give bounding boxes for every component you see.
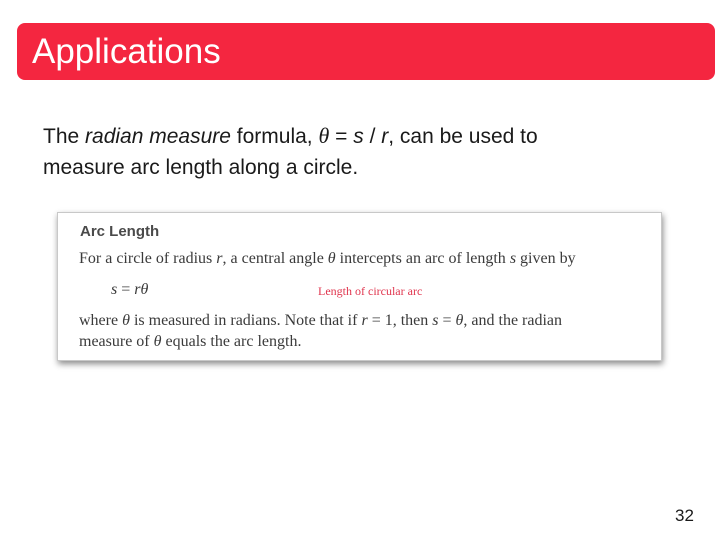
var-s: s	[509, 250, 517, 267]
title-bar	[17, 23, 715, 80]
definition-line-1	[79, 249, 576, 269]
intro-text: , can be used to	[388, 125, 538, 148]
text: given by	[516, 250, 576, 267]
text: = 1, then	[367, 312, 433, 329]
arc-length-formula	[111, 280, 148, 300]
slide-title: Applications	[32, 32, 221, 71]
text: equals the arc length.	[161, 333, 302, 350]
formula-annotation: Length of circular arc	[318, 284, 423, 298]
intro-text: The	[43, 125, 86, 148]
var-theta: θ	[153, 333, 162, 350]
formula-rhs: rθ	[134, 281, 149, 298]
formula-lhs: s	[111, 281, 118, 298]
text: =	[438, 312, 456, 329]
intro-equals: =	[329, 125, 354, 148]
intro-slash: /	[363, 125, 382, 148]
text: , a central angle	[222, 250, 328, 267]
intro-radian-measure: radian measure	[85, 125, 231, 148]
var-theta: θ	[122, 312, 130, 329]
intro-paragraph	[43, 120, 683, 183]
page-number: 32	[675, 506, 694, 525]
var-theta: θ	[327, 250, 336, 267]
formula-equals: =	[117, 281, 135, 298]
var-r: r	[216, 250, 223, 267]
arc-length-definition-box	[57, 212, 662, 361]
intro-theta: θ	[318, 123, 330, 148]
intro-r: r	[381, 125, 389, 148]
text: For a circle of radius	[79, 250, 217, 267]
text: is measured in radians. Note that if	[129, 312, 362, 329]
var-r: r	[361, 312, 368, 329]
text: , and the radian	[463, 312, 563, 329]
definition-line-4	[79, 332, 301, 352]
intro-text: formula,	[230, 125, 319, 148]
var-s: s	[432, 312, 439, 329]
text: measure of	[79, 333, 154, 350]
text: intercepts an arc of length	[335, 250, 510, 267]
intro-s: s	[353, 125, 364, 148]
intro-line2: measure arc length along a circle.	[43, 156, 359, 179]
box-heading: Arc Length	[80, 223, 160, 240]
definition-line-3	[79, 311, 562, 331]
text: where	[79, 312, 123, 329]
var-theta: θ	[455, 312, 464, 329]
